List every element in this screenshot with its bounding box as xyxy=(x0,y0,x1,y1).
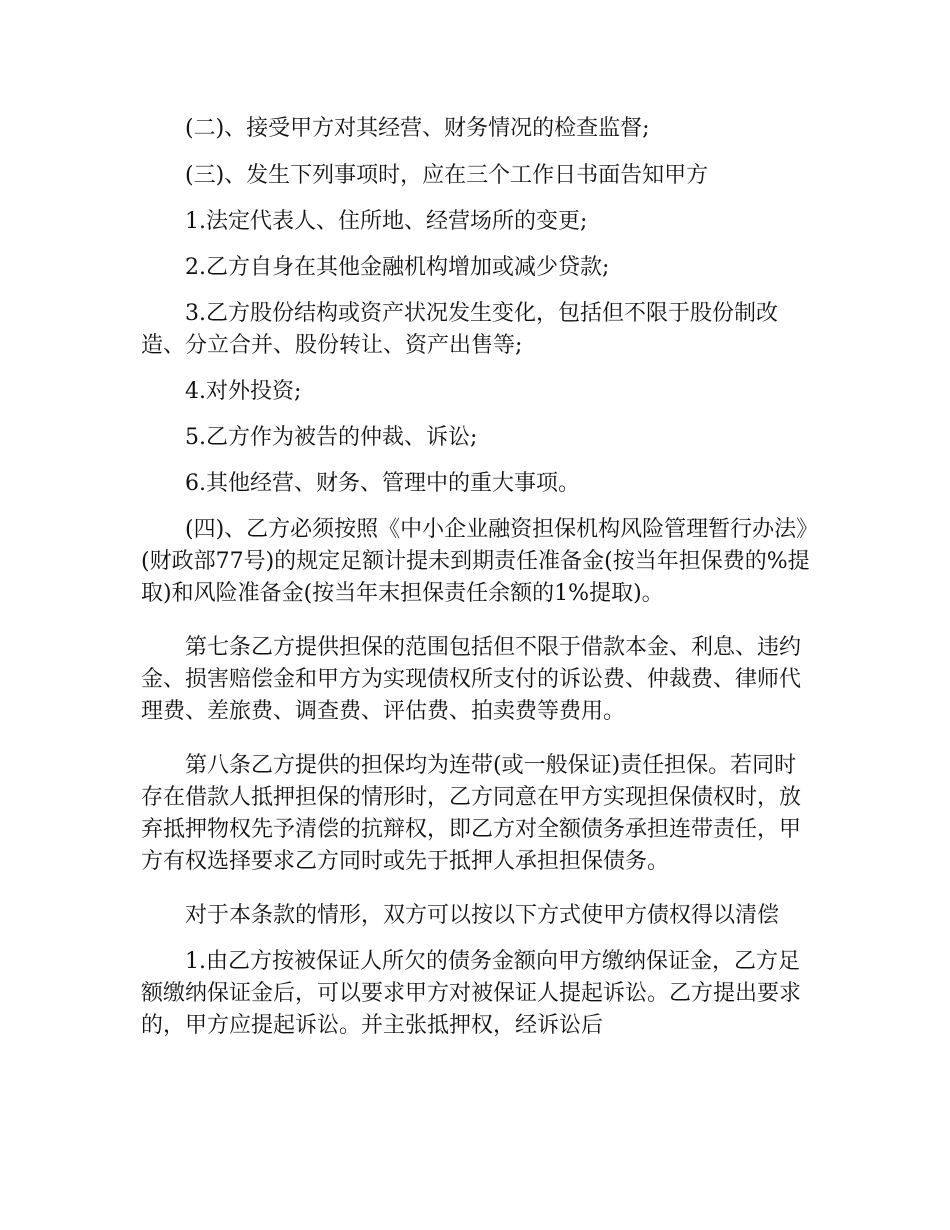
list-item-4: 4.对外投资; xyxy=(185,379,302,404)
list-item-1: 1.法定代表人、住所地、经营场所的变更; xyxy=(185,209,588,234)
article-7: 第七条乙方提供担保的范围包括但不限于借款本金、利息、违约金、损害赔偿金和甲方为实现债权所支付的诉讼费、仲裁费、律师代理费、差旅费、调查费、评估费、拍卖费等费用。 xyxy=(141,635,802,724)
settlement-item-1: 1.由乙方按被保证人所欠的债务金额向甲方缴纳保证金，乙方足额缴纳保证金后，可以要求甲方对被保证人提起诉讼。乙方提出要求的，甲方应提起诉讼。并主张抵押权，经诉讼后 xyxy=(141,949,802,1038)
list-item-5: 5.乙方作为被告的仲裁、诉讼; xyxy=(185,425,478,450)
paragraph-item-3: (三)、发生下列事项时，应在三个工作日书面告知甲方 xyxy=(185,163,709,188)
paragraph-item-2: (二)、接受甲方对其经营、财务情况的检查监督; xyxy=(185,116,650,141)
article-8: 第八条乙方提供的担保均为连带(或一般保证)责任担保。若同时存在借款人抵押担保的情形时，乙方同意在甲方实现担保债权时，放弃抵押物权先予清偿的抗辩权，即乙方对全额债务承担连带责任，甲方有权选择要求乙方同时或先于抵押人承担担保债务。 xyxy=(141,753,802,874)
list-item-3: 3.乙方股份结构或资产状况发生变化，包括但不限于股份制改造、分立合并、股份转让、资产出售等; xyxy=(141,301,778,358)
paragraph-item-4: (四)、乙方必须按照《中小企业融资担保机构风险管理暂行办法》(财政部77号)的规定足额计提未到期责任准备金(按当年担保费的%提取)和风险准备金(按当年末担保责任余额的1%提取)。 xyxy=(141,517,810,606)
document-body xyxy=(141,113,811,1042)
settlement-intro: 对于本条款的情形，双方可以按以下方式使甲方债权得以清偿 xyxy=(185,903,780,928)
list-item-2: 2.乙方自身在其他金融机构增加或减少贷款; xyxy=(185,255,610,280)
list-item-6: 6.其他经营、财务、管理中的重大事项。 xyxy=(185,471,580,496)
